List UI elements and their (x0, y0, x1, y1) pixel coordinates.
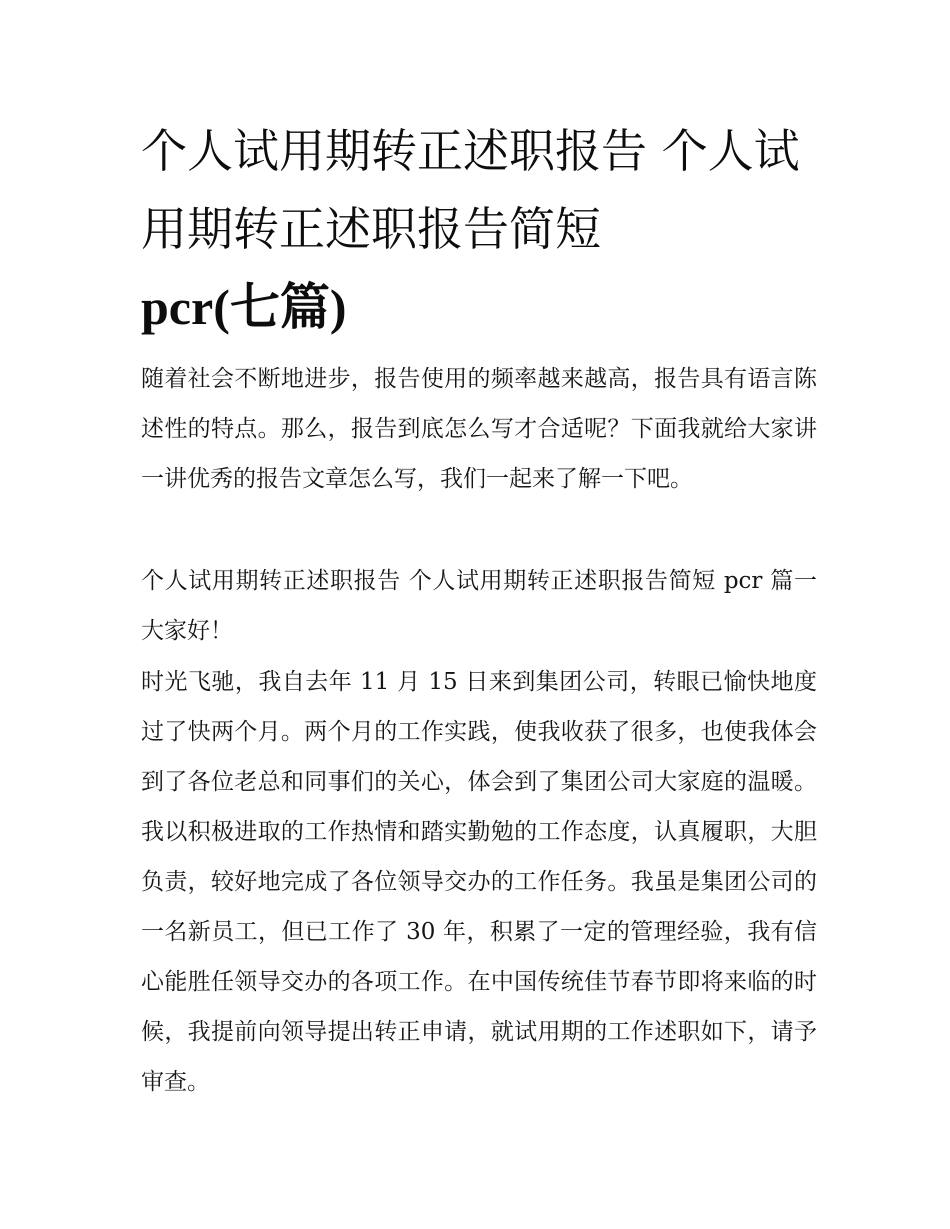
title-cjk: 个人试用期转正述职报告 个人试用期转正述职报告简短 (141, 124, 800, 256)
title-latin: pcr (141, 279, 214, 335)
document-title (141, 112, 821, 347)
intro-paragraph: 随着社会不断地进步，报告使用的频率越来越高，报告具有语言陈述性的特点。那么，报告到底怎么写才合适呢？下面我就给大家讲一讲优秀的报告文章怎么写，我们一起来了解一下吧。 (141, 366, 817, 492)
title-suffix: (七篇) (213, 279, 347, 335)
section-heading: 个人试用期转正述职报告 个人试用期转正述职报告简短 pcr 篇一 大家好！ (141, 568, 817, 644)
body-paragraph: 时光飞驰，我自去年 11 月 15 日来到集团公司，转眼已愉快地度过了快两个月。两个月的工作实践，使我收获了很多，也使我体会到了各位老总和同事们的关心，体会到了集团公司大家庭的温暖。我以积极进取的工作热情和踏实勤勉的工作态度，认真履职，大胆负责，较好地完成了各位领导交办的工作任务。我虽是集团公司的一名新员工，但已工作了 30 年，积累了一定的管理经验，我有信心能胜任领导交办的各项工作。在中国传统佳节春节即将来临的时候，我提前向领导提出转正申请，就试用期的工作述职如下，请予审查。 (141, 669, 817, 1095)
